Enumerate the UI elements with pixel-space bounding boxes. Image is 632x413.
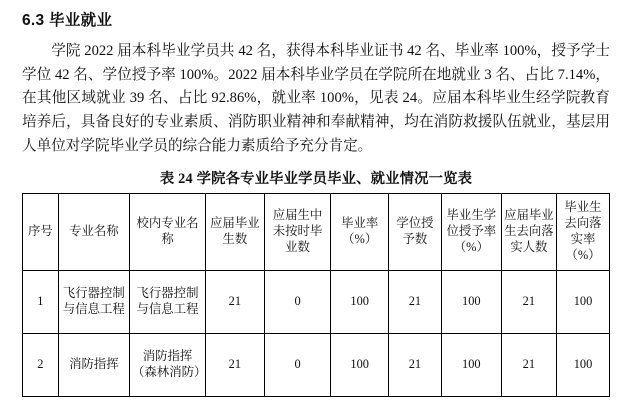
cell-graduates: 21 [205,334,264,397]
table-row [23,334,610,397]
cell-placed: 21 [501,334,556,397]
cell-graduates: 21 [205,271,264,334]
column-header-degree-rate: 毕业生学位授予率（%） [441,194,501,271]
column-header-placed: 应届毕业生去向落实人数 [501,194,556,271]
table-header-row [23,194,610,271]
cell-major: 消防指挥 [58,334,129,397]
cell-placed-rate: 100 [556,334,609,397]
column-header-grad-rate: 毕业率（%） [331,194,389,271]
body-paragraph: 学院 2022 届本科毕业学员共 42 名，获得本科毕业证书 42 名、毕业率 100%，授予学士学位 42 名、学位授予率 100%。2022 届本科毕业学员在学院所在地就业 3 名、占比 7.14%，在其他区域就业 39 名、占比 92.86%，就业率 100%，见表 24。应届本科毕业生经学院教育培养后，具备良好的专业素质、消防职业精神和奉献精神，均在消防救援队伍就业，基层用人单位对学院毕业学员的综合能力素质给予充分肯定。 [22,43,610,154]
graduation-employment-table [22,193,610,397]
cell-index: 1 [23,271,59,334]
table-row [23,271,610,334]
page-title: 6.3 毕业就业 [22,12,113,29]
cell-grad-rate: 100 [331,271,389,334]
table-caption: 表 24 学院各专业毕业学员毕业、就业情况一览表 [159,171,473,188]
cell-degree-rate: 100 [441,271,501,334]
cell-degrees: 21 [388,271,441,334]
cell-not-on-time: 0 [264,271,331,334]
cell-degree-rate: 100 [441,334,501,397]
column-header-major: 专业名称 [58,194,129,271]
column-header-degrees: 学位授予数 [388,194,441,271]
column-header-not-on-time: 应届生中未按时毕业数 [264,194,331,271]
column-header-index: 序号 [23,194,59,271]
cell-school-major: 消防指挥（森林消防） [130,334,206,397]
cell-major: 飞行器控制与信息工程 [58,271,129,334]
cell-grad-rate: 100 [331,334,389,397]
column-header-school-major: 校内专业名称 [130,194,206,271]
cell-not-on-time: 0 [264,334,331,397]
cell-placed: 21 [501,271,556,334]
cell-placed-rate: 100 [556,271,609,334]
cell-school-major: 飞行器控制与信息工程 [130,271,206,334]
column-header-placed-rate: 毕业生去向落实率（%） [556,194,609,271]
column-header-graduates: 应届毕业生数 [205,194,264,271]
cell-index: 2 [23,334,59,397]
cell-degrees: 21 [388,334,441,397]
